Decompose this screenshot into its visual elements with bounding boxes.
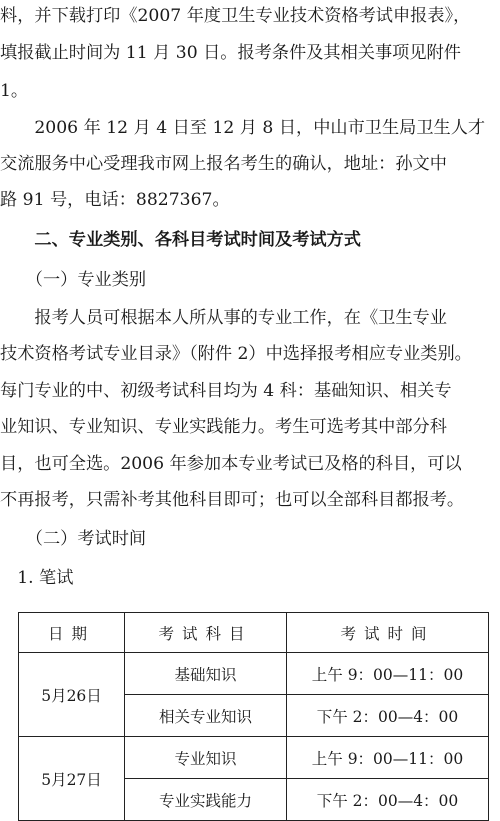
date-cell: 5月26日 bbox=[19, 653, 125, 737]
subject-cell: 基础知识 bbox=[125, 653, 287, 695]
body-line-7: 报考人员可根据本人所从事的专业工作，在《卫生专业 bbox=[0, 308, 447, 328]
subject-cell: 专业实践能力 bbox=[125, 779, 287, 821]
header-date: 日期 bbox=[19, 613, 125, 653]
table-row bbox=[19, 653, 489, 695]
subsection-heading-2: （二）考试时间 bbox=[0, 529, 147, 549]
table-row bbox=[19, 737, 489, 779]
subsection-heading-1: （一）专业类别 bbox=[0, 270, 147, 290]
subject-cell: 专业知识 bbox=[125, 737, 287, 779]
body-line-2: 填报截止时间为 11 月 30 日。报考条件及其相关事项见附件 bbox=[0, 43, 461, 63]
exam-schedule-table bbox=[18, 612, 489, 821]
body-line-9: 每门专业的中、初级考试科目均为 4 科：基础知识、相关专 bbox=[0, 381, 452, 401]
body-line-1: 料，并下载打印《2007 年度卫生专业技术资格考试申报表》， bbox=[0, 6, 471, 26]
body-line-11: 目，也可全选。2006 年参加本专业考试已及格的科目，可以 bbox=[0, 454, 462, 474]
header-subject: 考试科目 bbox=[125, 613, 287, 653]
body-line-5: 交流服务中心受理我市网上报名考生的确认，地址：孙文中 bbox=[0, 154, 447, 174]
time-cell: 上午 9：00—11：00 bbox=[287, 737, 489, 779]
body-line-8: 技术资格考试专业目录》（附件 2）中选择报考相应专业类别。 bbox=[0, 344, 472, 364]
header-time: 考试时间 bbox=[287, 613, 489, 653]
body-line-10: 业知识、专业知识、专业实践能力。考生可选考其中部分科 bbox=[0, 417, 447, 437]
time-cell: 下午 2：00—4：00 bbox=[287, 779, 489, 821]
time-cell: 下午 2：00—4：00 bbox=[287, 695, 489, 737]
body-line-12: 不再报考，只需补考其他科目即可；也可以全部科目都报考。 bbox=[0, 490, 465, 510]
table-header-row bbox=[19, 613, 489, 653]
written-exam-label: 1. 笔试 bbox=[0, 568, 74, 588]
body-line-3: 1。 bbox=[0, 81, 29, 101]
body-line-4: 2006 年 12 月 4 日至 12 月 8 日，中山市卫生局卫生人才 bbox=[0, 118, 486, 138]
body-line-6: 路 91 号，电话：8827367。 bbox=[0, 190, 230, 210]
subject-cell: 相关专业知识 bbox=[125, 695, 287, 737]
section-heading-2: 二、专业类别、各科目考试时间及考试方式 bbox=[0, 230, 361, 250]
date-cell: 5月27日 bbox=[19, 737, 125, 821]
time-cell: 上午 9：00—11：00 bbox=[287, 653, 489, 695]
